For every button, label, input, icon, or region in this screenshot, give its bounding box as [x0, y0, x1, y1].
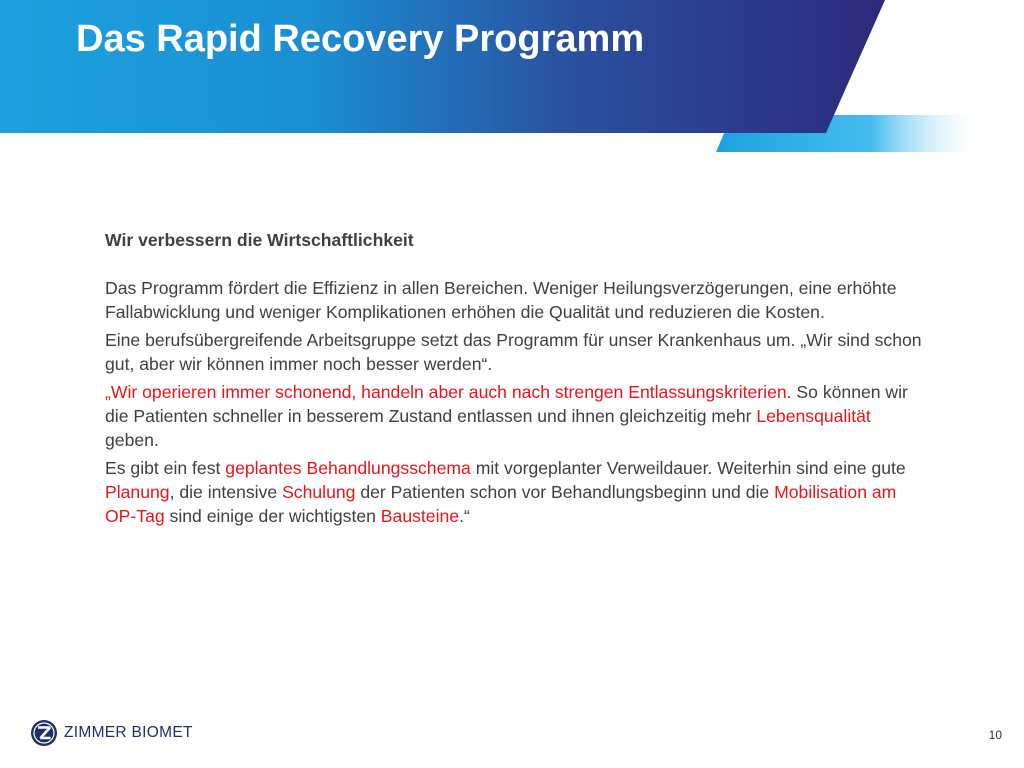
highlight-text: Planung — [105, 482, 170, 502]
paragraph-efficiency: Das Programm fördert die Effizienz in allen Bereichen. Weniger Heilungsverzögerungen, eine erhöhte Fallabwicklung und weniger Komplikationen erhöhen die Qualität und reduzieren die Kosten. — [105, 278, 897, 322]
plain-text: . So können wir die Patienten schneller in besserem Zustand entlassen und ihnen gleichzeitig mehr — [105, 382, 908, 426]
logo-text: ZIMMER BIOMET — [64, 724, 193, 741]
plain-text: sind einige der wichtigsten — [164, 506, 381, 526]
highlight-text: geplantes Behandlungsschema — [225, 458, 471, 478]
highlight-text: „Wir operieren immer schonend, handeln aber auch nach strengen Entlassungskriterien — [105, 382, 787, 402]
slide-title: Das Rapid Recovery Programm — [76, 18, 645, 60]
plain-text: der Patienten schon vor Behandlungsbeginn und die — [355, 482, 775, 502]
company-logo — [30, 718, 193, 748]
plain-text: , die intensive — [169, 482, 283, 502]
plain-text: .“ — [459, 506, 470, 526]
plain-text: Es gibt ein fest — [105, 458, 226, 478]
highlight-text: Mobilisation am OP-Tag — [105, 482, 897, 526]
page-number: 10 — [988, 728, 1002, 742]
highlight-text: Schulung — [282, 482, 356, 502]
paragraph-treatment-plan — [105, 456, 925, 528]
highlight-text: Bausteine — [380, 506, 460, 526]
zimmer-biomet-z-icon — [30, 719, 58, 747]
plain-text: mit vorgeplanter Verweildauer. Weiterhin sind eine gute — [470, 458, 906, 478]
section-heading: Wir verbessern die Wirtschaftlichkeit — [105, 230, 414, 250]
highlight-text: Lebensqualität — [756, 406, 871, 426]
plain-text: geben. — [105, 430, 159, 450]
paragraph-working-group: Eine berufsübergreifende Arbeitsgruppe setzt das Programm für unser Krankenhaus um. „Wir sind schon gut, aber wir können immer noch besser werden“. — [105, 330, 922, 374]
body-text — [105, 228, 925, 532]
paragraph-quote — [105, 380, 925, 452]
